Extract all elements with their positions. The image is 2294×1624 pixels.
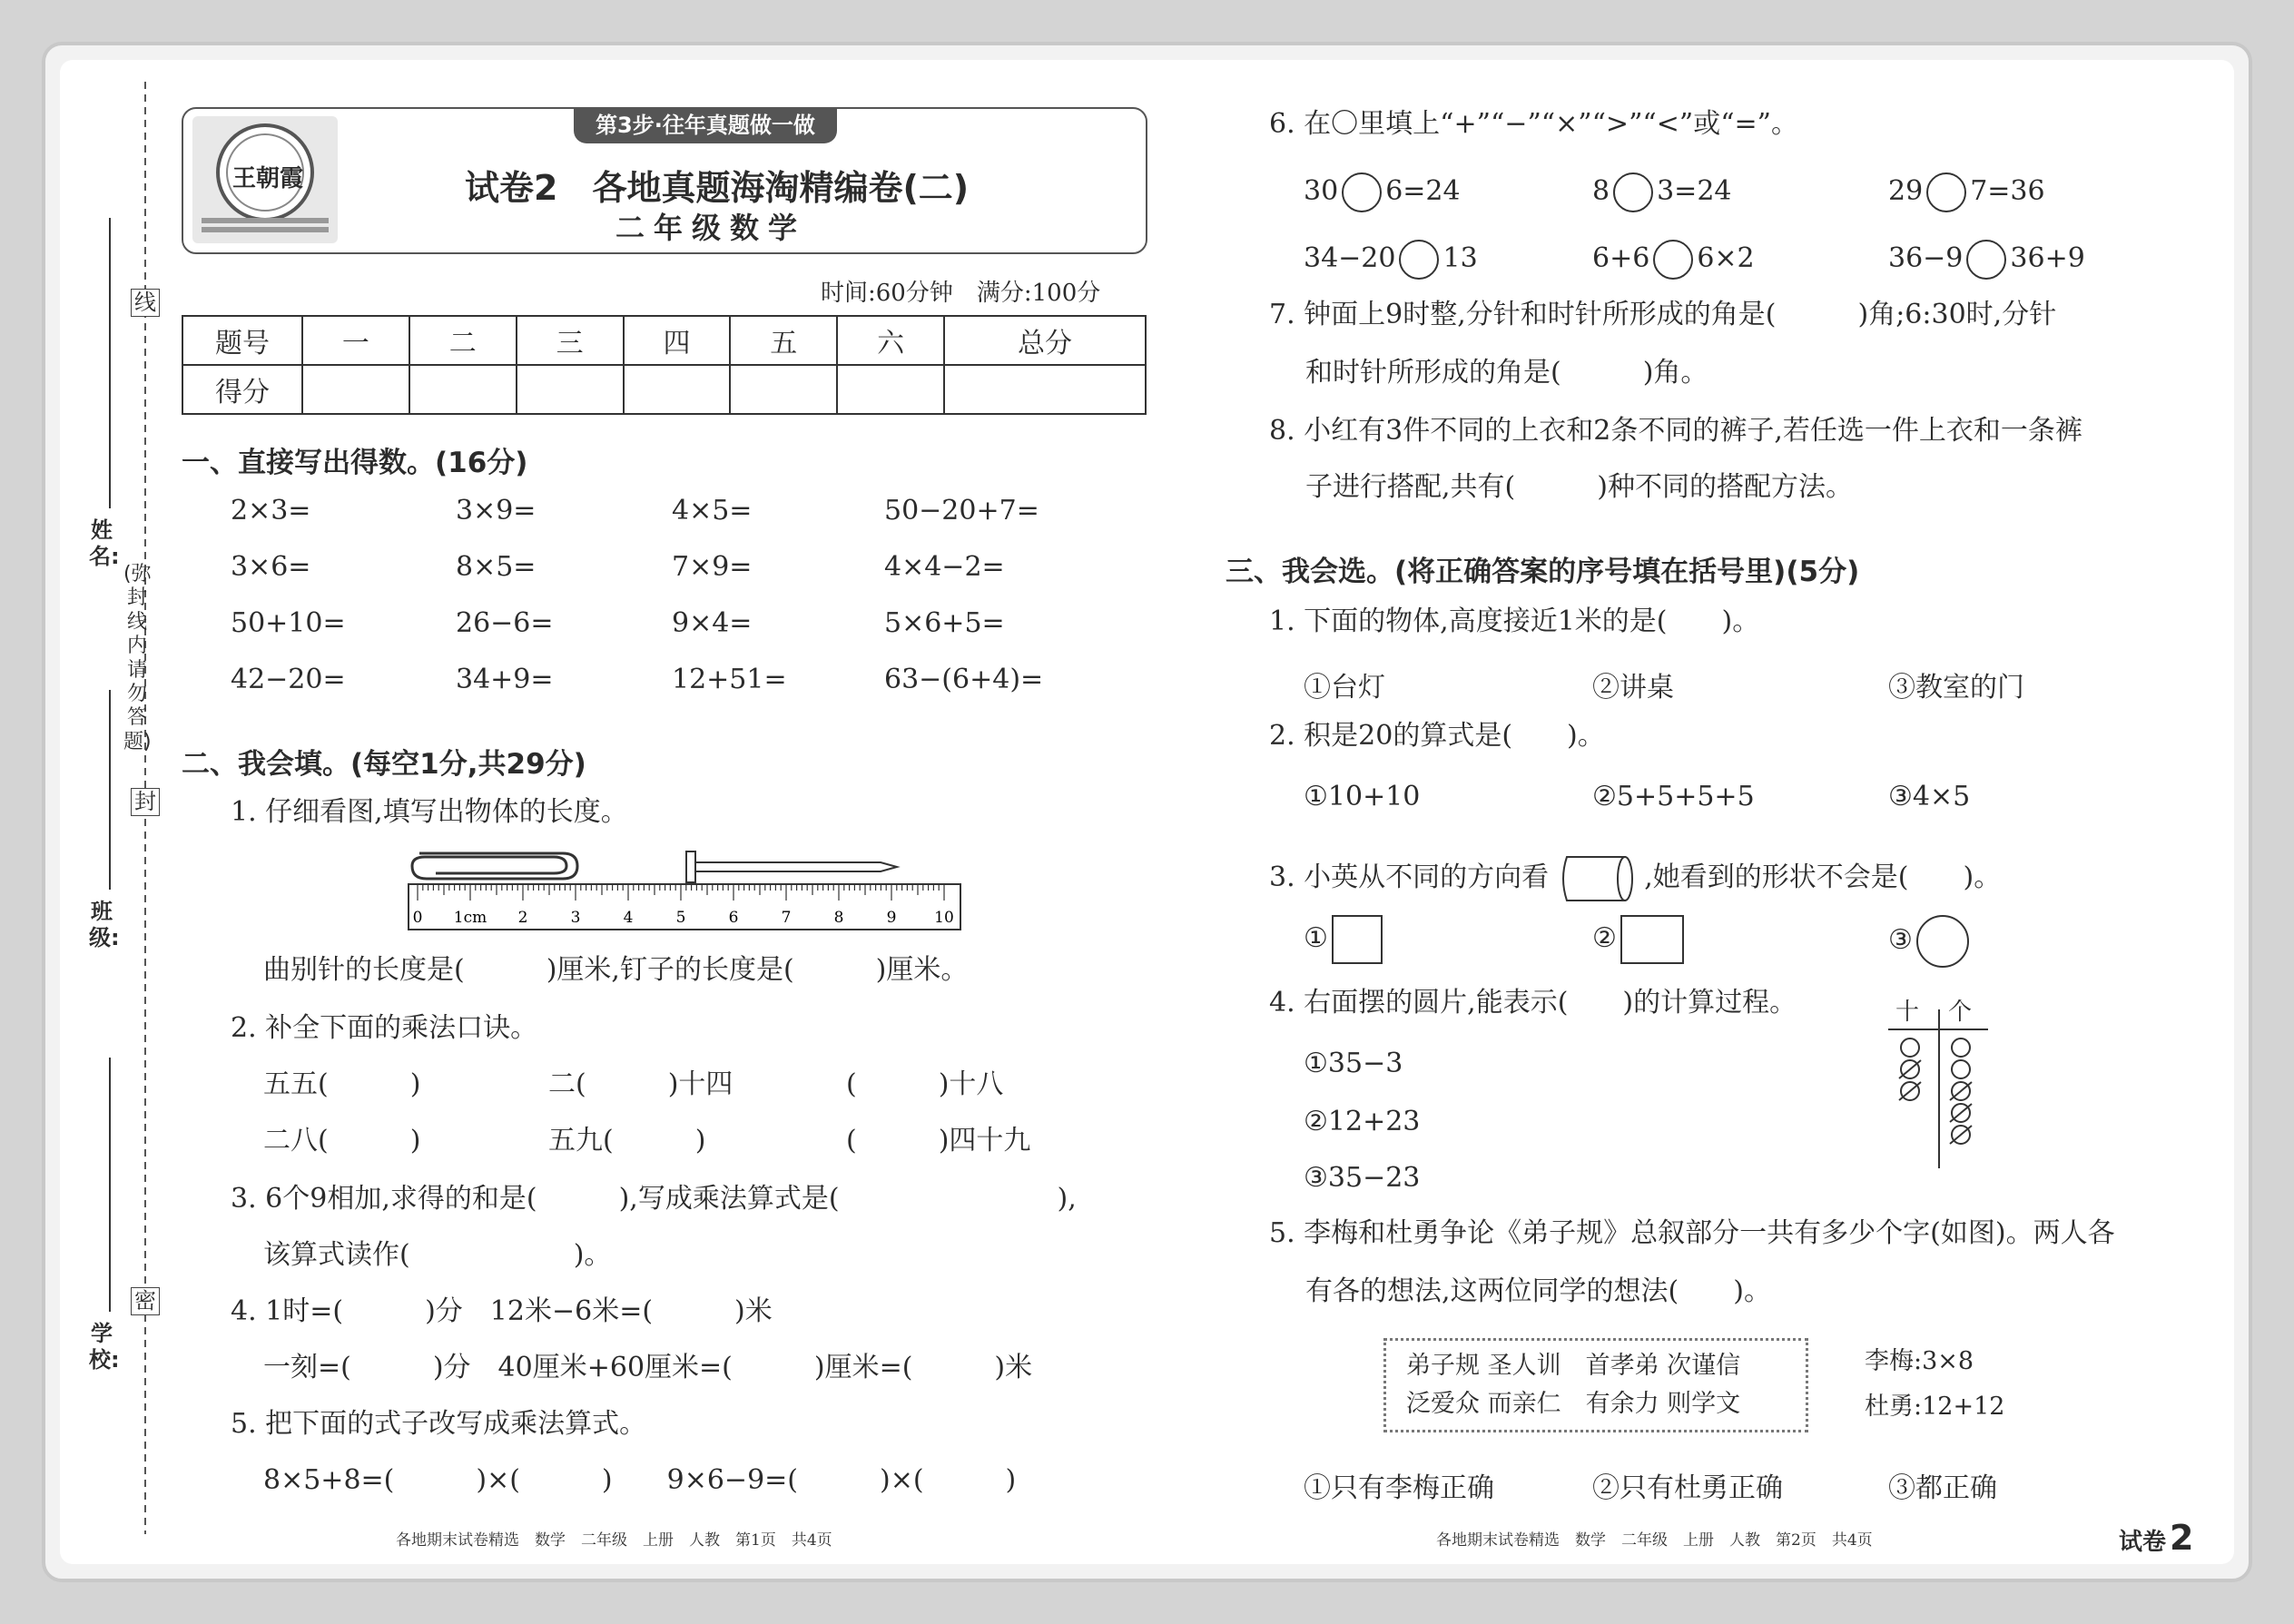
answer-circle[interactable]: [1613, 172, 1653, 212]
ones-label: 个: [1948, 999, 1973, 1026]
binding-mark-seal: 封: [131, 788, 160, 816]
score-input[interactable]: [517, 365, 624, 414]
question-text: 1. 下面的物体,高度接近1米的是( )。: [1269, 605, 1760, 637]
ruler-tick-label: 2: [517, 909, 528, 927]
option-item: ②12+23: [1304, 1106, 1421, 1137]
table-cell: 六: [837, 316, 944, 365]
counter-chart-grid: [1888, 1000, 1988, 1173]
option-item: ②5+5+5+5: [1592, 781, 1755, 812]
answer-circle[interactable]: [1399, 240, 1439, 280]
option-item: ③都正确: [1888, 1472, 1997, 1504]
ruler-tick-label: 1cm: [453, 909, 487, 927]
square-icon: [1332, 915, 1383, 964]
option-item: ①: [1304, 915, 1383, 964]
option-item: ③教室的门: [1888, 672, 2024, 704]
table-cell: 三: [517, 316, 624, 365]
paper-number: 2: [2170, 1518, 2194, 1558]
calc-item: 26−6=: [456, 607, 554, 639]
rectangle-icon: [1620, 915, 1684, 964]
step-banner: 第3步·往年真题做一做: [574, 107, 837, 143]
option-item: ②只有杜勇正确: [1592, 1472, 1783, 1504]
calc-item: 50+10=: [231, 607, 346, 639]
question-text: 该算式读作( )。: [263, 1239, 612, 1271]
question-text: 2. 补全下面的乘法口诀。: [231, 1012, 538, 1044]
binding-mark-line: 线: [131, 289, 160, 317]
option-item: ①台灯: [1304, 672, 1385, 704]
section2-title: 二、我会填。(每空1分,共29分): [182, 748, 586, 781]
compare-item: 8 3=24: [1592, 172, 1732, 212]
time-info: 时间:60分钟 满分:100分: [821, 280, 1101, 307]
question-text: 8×5+8=( )×( ) 9×6−9=( )×( ): [263, 1464, 1017, 1496]
question-text: 曲别针的长度是( )厘米,钉子的长度是( )厘米。: [263, 954, 969, 986]
score-input[interactable]: [837, 365, 944, 414]
option-item: ③: [1888, 915, 1969, 968]
calc-item: 3×6=: [231, 551, 311, 583]
logo-text: 王朝霞: [232, 165, 304, 192]
question-text: 二八( ): [263, 1125, 421, 1156]
table-cell: 五: [730, 316, 837, 365]
compare-item: 29 7=36: [1888, 172, 2045, 212]
page-subtitle: 二年级数学: [615, 211, 807, 245]
calc-item: 4×5=: [672, 495, 753, 527]
score-input[interactable]: [302, 365, 409, 414]
question-text-part: 3. 小英从不同的方向看: [1269, 861, 1550, 893]
footer-left: 各地期末试卷精选 数学 二年级 上册 人教 第1页 共4页: [396, 1531, 832, 1550]
footer-right: 各地期末试卷精选 数学 二年级 上册 人教 第2页 共4页: [1436, 1531, 1873, 1550]
ruler-figure: [399, 844, 971, 935]
tens-label: 十: [1895, 999, 1920, 1026]
cylinder-icon: [1558, 853, 1636, 904]
question-text: 2. 积是20的算式是( )。: [1269, 720, 1605, 752]
option-item: ②讲桌: [1592, 672, 1674, 704]
ruler-tick-label: 9: [886, 909, 897, 927]
table-cell: 得分: [182, 365, 302, 414]
counter-chart: [1888, 1000, 1988, 1173]
limei-answer: 李梅:3×8: [1865, 1347, 1974, 1375]
ruler-tick-label: 3: [570, 909, 581, 927]
table-cell: 题号: [182, 316, 302, 365]
question-text: ( )十八: [846, 1068, 1004, 1100]
compare-item: 34−20 13: [1304, 240, 1478, 280]
question-text-part: ,她看到的形状不会是( )。: [1644, 861, 2002, 893]
calc-item: 4×4−2=: [884, 551, 1005, 583]
ruler-tick-label: 10: [934, 909, 954, 927]
compare-item: 30 6=24: [1304, 172, 1461, 212]
calc-item: 7×9=: [672, 551, 753, 583]
calc-item: 2×3=: [231, 495, 311, 527]
question-text: [1269, 853, 2001, 904]
calc-item: 12+51=: [672, 664, 787, 695]
calc-item: 34+9=: [456, 664, 554, 695]
school-field[interactable]: [89, 1058, 125, 1403]
table-cell: 一: [302, 316, 409, 365]
score-input[interactable]: [730, 365, 837, 414]
bead: [1952, 1060, 1970, 1078]
score-input[interactable]: [624, 365, 731, 414]
answer-circle[interactable]: [1926, 172, 1966, 212]
name-label: 姓名:: [89, 517, 120, 569]
score-input[interactable]: [409, 365, 517, 414]
score-table-header-row: [182, 316, 1146, 365]
ruler-tick-label: 0: [412, 909, 423, 927]
question-text: 4. 1时=( )分 12米−6米=( )米: [231, 1295, 773, 1327]
class-label: 班级:: [89, 899, 120, 950]
calc-item: 8×5=: [456, 551, 537, 583]
school-label: 学校:: [89, 1321, 120, 1373]
question-text: 有各的想法,这两位同学的想法( )。: [1305, 1275, 1771, 1307]
paper-clip-icon: [412, 853, 577, 879]
section1-title: 一、直接写出得数。(16分): [182, 447, 528, 479]
ruler-tick-label: 7: [781, 909, 792, 927]
question-text: 4. 右面摆的圆片,能表示( )的计算过程。: [1269, 987, 1797, 1019]
calc-item: 5×6+5=: [884, 607, 1005, 639]
question-text: ( )四十九: [846, 1125, 1031, 1156]
question-text: 和时针所形成的角是( )角。: [1305, 357, 1708, 389]
calc-item: 50−20+7=: [884, 495, 1039, 527]
question-text: 8. 小红有3件不同的上衣和2条不同的裤子,若任选一件上衣和一条裤: [1269, 415, 2082, 447]
ruler-tick-label: 6: [728, 909, 739, 927]
ruler-tick-label: 4: [623, 909, 634, 927]
header-box: [182, 107, 1147, 254]
option-item: ①只有李梅正确: [1304, 1472, 1494, 1504]
calc-item: 9×4=: [672, 607, 753, 639]
calc-item: 63−(6+4)=: [884, 664, 1044, 695]
answer-circle[interactable]: [1966, 240, 2006, 280]
circle-icon: [1916, 915, 1969, 968]
question-text: 五九( ): [548, 1125, 706, 1156]
compare-item: 36−9 36+9: [1888, 240, 2085, 280]
table-cell: 总分: [944, 316, 1146, 365]
table-cell: 四: [624, 316, 731, 365]
bead: [1901, 1038, 1919, 1057]
nail-icon: [686, 851, 897, 882]
option-item: ①10+10: [1304, 781, 1421, 812]
question-text: 7. 钟面上9时整,分针和时针所形成的角是( )角;6:30时,分针: [1269, 299, 2057, 330]
question-text: 一刻=( )分 40厘米+60厘米=( )厘米=( )米: [263, 1352, 1033, 1383]
poem-line: 弟子规 圣人训 首孝弟 次谨信: [1406, 1352, 1741, 1380]
binding-mark-tight: 密: [131, 1287, 160, 1315]
score-table-score-row: [182, 365, 1146, 414]
question-text: 3. 6个9相加,求得的和是( ),写成乘法算式是( ),: [231, 1183, 1077, 1215]
ruler-tick-label: 5: [675, 909, 686, 927]
score-input[interactable]: [944, 365, 1146, 414]
page-title: 试卷2 各地真题海淘精编卷(二): [465, 168, 970, 208]
poem-line: 泛爱众 而亲仁 有余力 则学文: [1406, 1390, 1741, 1418]
class-field[interactable]: [89, 690, 125, 980]
option-item: ①35−3: [1304, 1048, 1403, 1079]
question-text: 二( )十四: [548, 1068, 733, 1100]
ruler-tick-label: 8: [833, 909, 844, 927]
paper-label-text: 试卷: [2119, 1529, 2167, 1556]
question-text: 5. 李梅和杜勇争论《弟子规》总叙部分一共有多少个字(如图)。两人各: [1269, 1217, 2115, 1249]
ruler: [409, 884, 960, 930]
name-field[interactable]: [89, 218, 125, 599]
binding-notice: (弥封线内请勿答题): [123, 563, 152, 753]
option-item: ③35−23: [1304, 1162, 1421, 1194]
calc-item: 42−20=: [231, 664, 346, 695]
question-text: 子进行搭配,共有( )种不同的搭配方法。: [1305, 471, 1853, 503]
option-item: ③4×5: [1888, 781, 1971, 812]
question-text: 五五( ): [263, 1068, 421, 1100]
paper-label: [2119, 1518, 2193, 1558]
logo: [192, 116, 338, 243]
answer-circle[interactable]: [1653, 240, 1693, 280]
option-item: ②: [1592, 915, 1684, 964]
duyong-answer: 杜勇:12+12: [1865, 1393, 2005, 1421]
section3-title: 三、我会选。(将正确答案的序号填在括号里)(5分): [1226, 556, 1860, 588]
poem-box: [1383, 1338, 1808, 1432]
question-text: 6. 在〇里填上“+”“−”“×”“>”“<”或“=”。: [1269, 108, 1799, 140]
bead: [1952, 1038, 1970, 1057]
calc-item: 3×9=: [456, 495, 537, 527]
answer-circle[interactable]: [1342, 172, 1382, 212]
question-text: 1. 仔细看图,填写出物体的长度。: [231, 796, 628, 828]
table-cell: 二: [409, 316, 517, 365]
question-text: 5. 把下面的式子改写成乘法算式。: [231, 1408, 647, 1440]
compare-item: 6+6 6×2: [1592, 240, 1755, 280]
score-table: [182, 315, 1147, 415]
